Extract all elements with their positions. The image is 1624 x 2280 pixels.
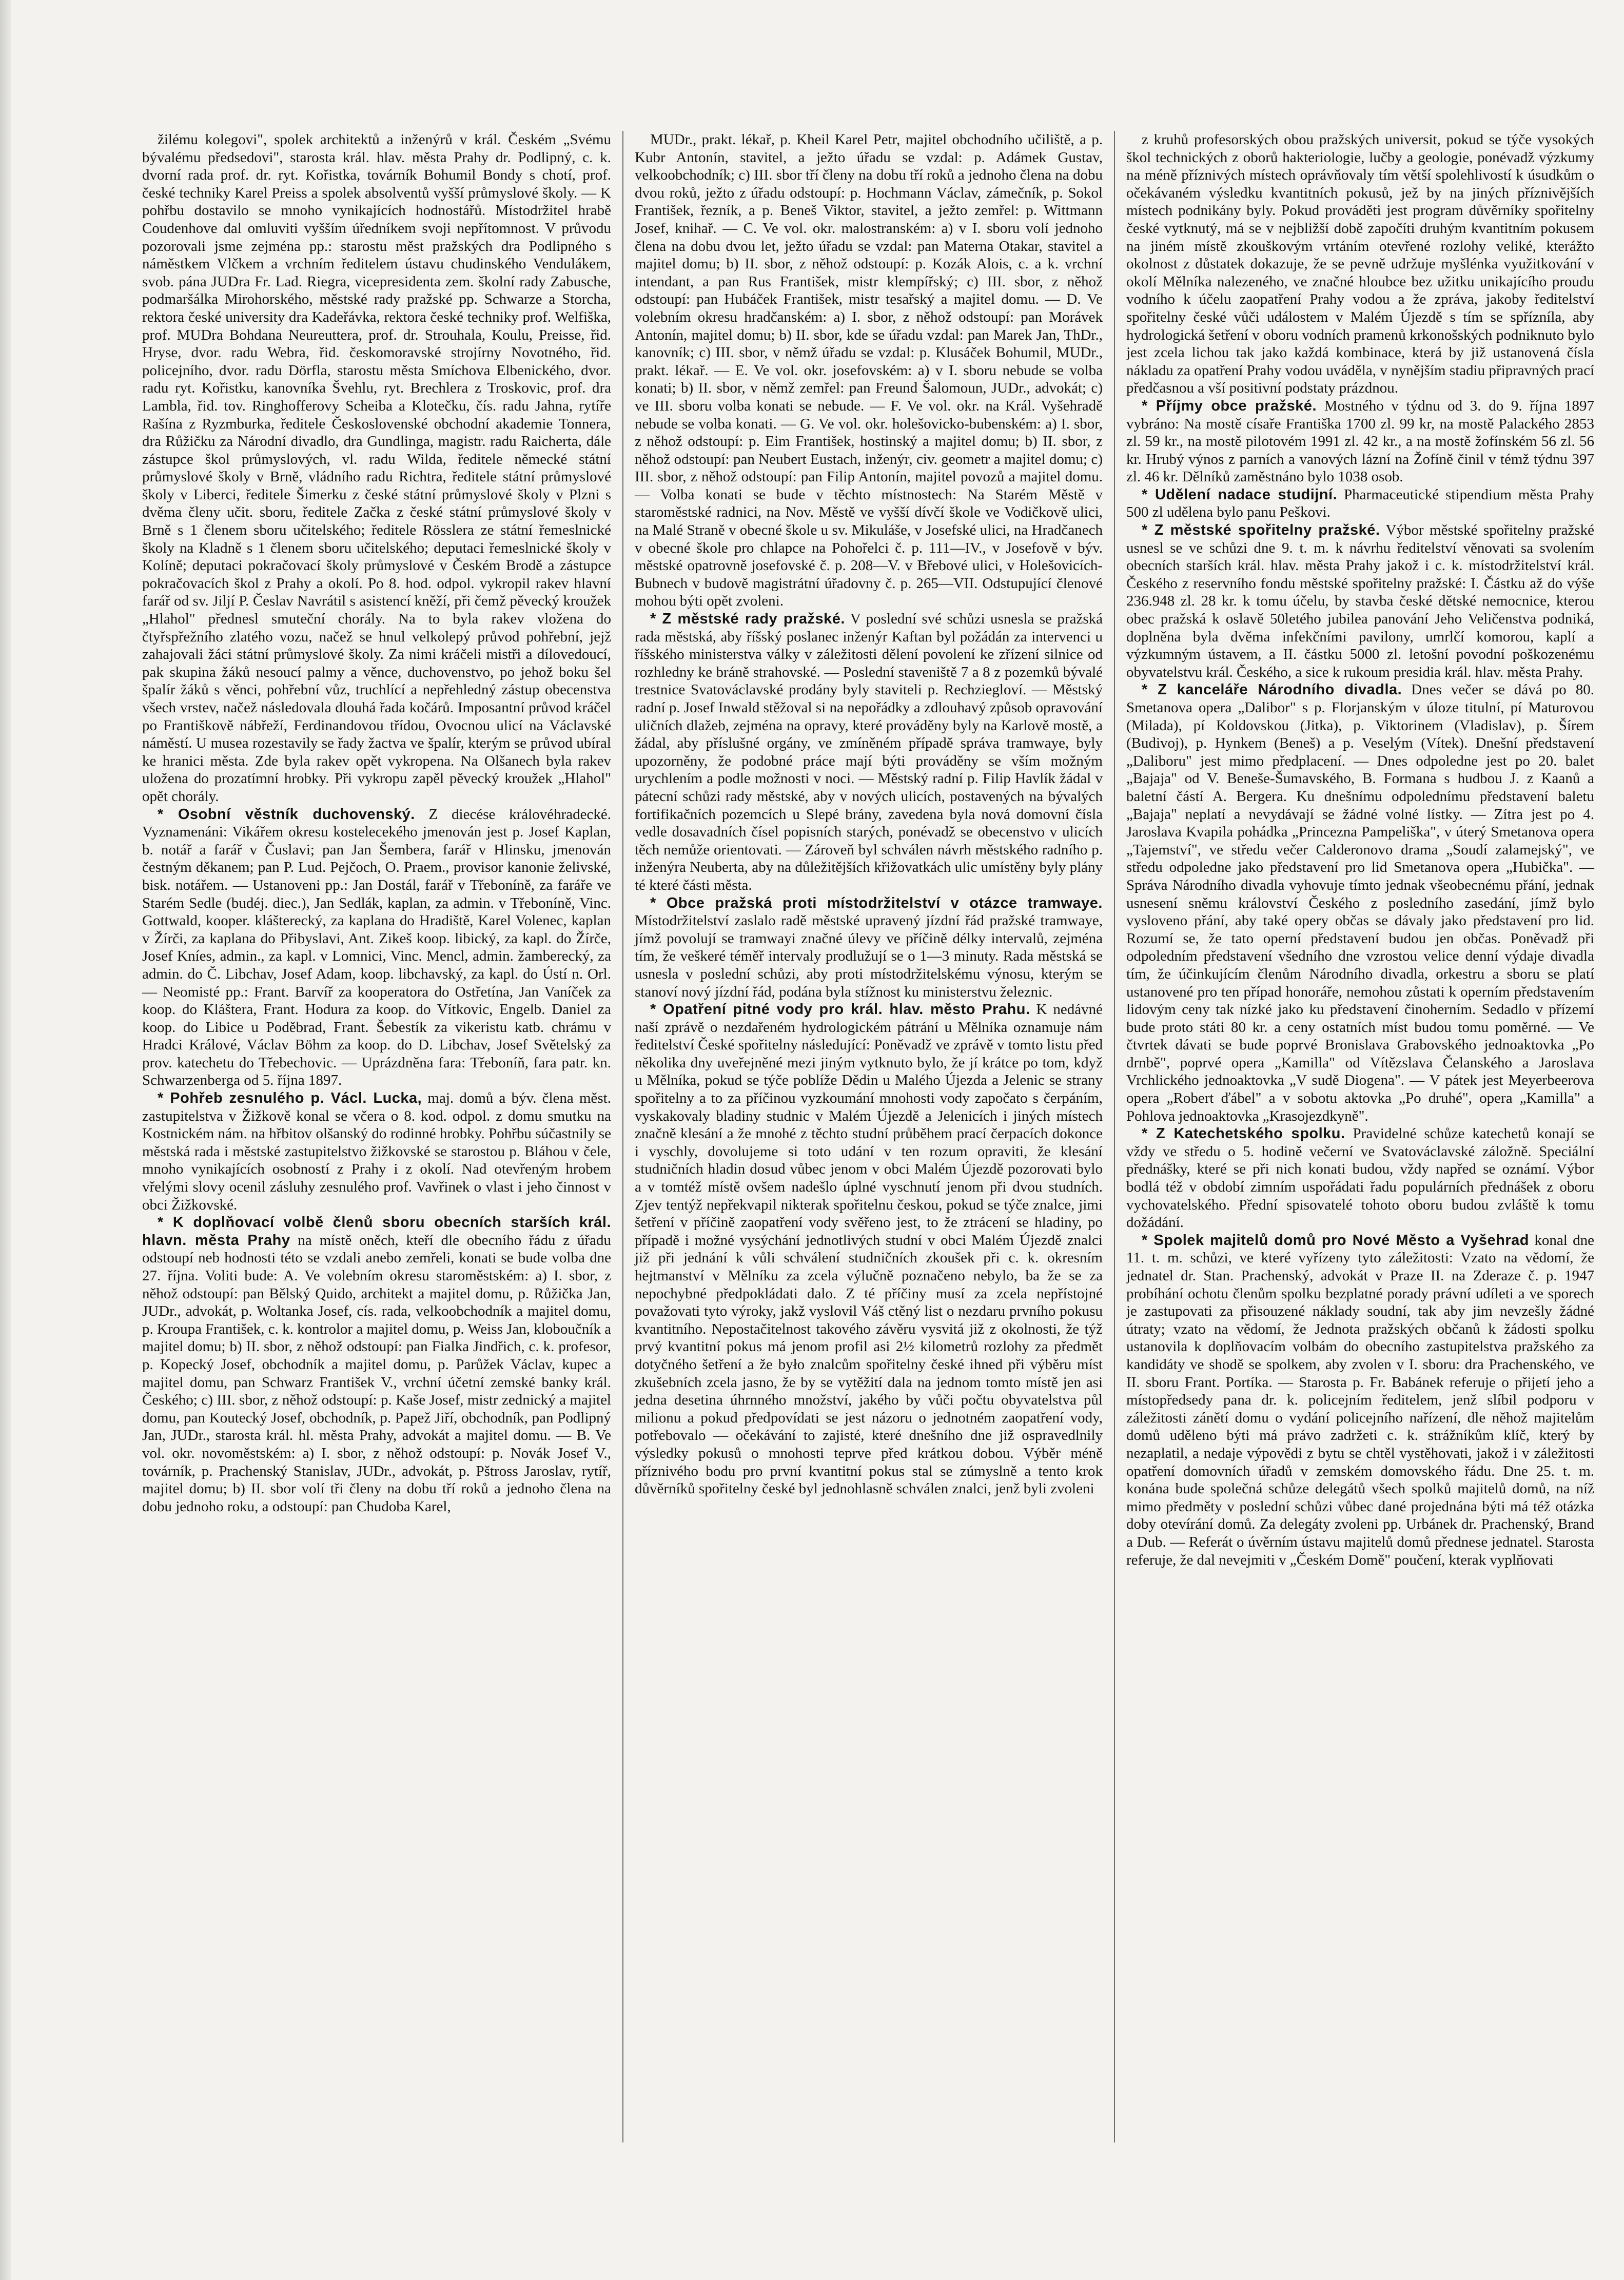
article-title: * Příjmy obce pražské. bbox=[1142, 397, 1317, 414]
article-title: * Udělení nadace studijní. bbox=[1142, 486, 1338, 503]
article-body: Výbor městské spořitelny pražské usnesl se ve schůzi dne 9. t. m. k návrhu ředitelství věnovati sa svolením obecních starších král. hlav. města Prahy jakož i c. k. místodržitelství král. Českého z reservního fondu městské spořitelny pražské: I. Částku až do výše 236.948 zl. 28 kr. k tomu účelu, by stavba české dětské nemocnice, kterou obec pražská k oslavě 50letého jubilea panování Jeho Veličenstva podniká, doplněna byla dvěma infekčními pavilony, umrlčí komorou, kaplí a výzkumným ústavem, a II. částku 5000 zl. letošní povodní poškozenému obyvatelstvu král. Českého, a sice k rukoum presidia král. hlav. města Prahy. bbox=[1126, 522, 1594, 680]
article-body: maj. domů a býv. člena měst. zastupitelstva v Žižkově konal se včera o 8. kod. odpol. z domu smutku na Kostnickém nám. na hřbitov olšanský do rodinné hrobky. Pohřbu súčastnily se městská rada i městské zastupitelstvo žižkovské se starostou p. Bláhou v čele, mnoho vynikajících osobností z Prahy i z okolí. Nad otevřeným hrobem vřelými slovy ocenil zásluhy zesnulého prof. Vavřinek o vlast i jeho činnost v obci Žižkovské. bbox=[142, 1090, 611, 1213]
article-osobni-vestnik bbox=[142, 806, 611, 1090]
column-3 bbox=[1114, 131, 1606, 2142]
article-title: * Spolek majitelů domů pro Nové Město a Vyšehrad bbox=[1142, 1232, 1530, 1249]
article-sporitelna bbox=[1126, 521, 1594, 681]
article-body: Místodržitelství zaslalo radě městské upravený jízdní řád pražské tramwaye, jímž povolují se tramwayi značné úlevy ve příčině délky intervalů, zejména tím, že veškeré téměř intervaly prodlužují se o 1—3 minuty. Rada městská se usnesla v poslední schůzi, aby proti místodržitelskému výnosu, kterým se stanoví nový jízdní řád, podána byla stížnost ku ministerstvu železnic. bbox=[635, 912, 1103, 1000]
article-doplnovaci-volba bbox=[142, 1214, 611, 1515]
article-body: Pharmaceutické stipendium města Prahy 500 zl udělena bylo panu Peškovi. bbox=[1126, 486, 1595, 521]
article-continuation: žilému kolegovi", spolek architektů a inženýrů v král. Českém „Svému bývalému předsedovi", starosta král. hlav. města Prahy dr. Podlipný, c. k. dvorní rada prof. dr. ryt. Kořistka, továrník Bohumil Bondy s chotí, prof. české techniky Karel Preiss a spolek absolventů vyšší průmyslové školy. — K pohřbu dostavilo se mnoho vynikajících hodnostářů. Místodržitel hrabě Coudenhove dal omluviti vyšším úředníkem svoji nepřítomnost. V průvodu pozorovali jsme zejména pp.: starostu měst pražských dra Podlipného s náměstkem Vlčkem a vrchním ředitelem ústavu chudinského Vendulákem, svob. pána JUDra Fr. Lad. Riegra, vicepresidenta zem. školní rady Zabusche, podmaršálka Mirohorského, městské rady pražské pp. Schwarze a Storcha, rektora české university dra Kadeřávka, rektora české techniky prof. Welfiška, prof. MUDra Bohdana Neureuttera, prof. dr. Strouhala, Koulu, Preisse, řid. Hryse, dvor. radu Webra, řid. českomoravské strojírny Novotného, řid. policejního, dvor. radu Dörfla, starostu města Smíchova Elbenického, dvor. radu ryt. Kořistku, kanovníka Švehlu, ryt. Brechlera z Troskovic, prof. dra Lambla, řid. tov. Ringhofferovy Scheiba a Klotečku, čís. radu Jahna, rytíře Rašína z Ryzmburka, ředitele Československé obchodní akademie Tonnera, dra Růžičku za Národní divadlo, dra Gundlinga, magistr. radu Raicherta, dále zástupce škol průmyslových, vl. radu Wilda, ředitele německé státní průmyslové školy v Brně, vládního radu Richtra, ředitele státní průmyslové školy v Liberci, ředitele Šimerku z české státní průmyslové školy v Plzni s dvěma členy učit. sboru, ředitele Začka z české státní průmyslové školy v Brně s 1 členem sboru učitelského; ředitele Rösslera ze státní řemeslnické školy na Kladně s 1 členem sboru učitelského; deputaci řemeslnické školy v Kolíně; deputaci pokračovací školy průmyslové v Českém Brodě a zástupce pokračovacích škol z Prahy a okolí. Po 8. hod. odpol. vykropil rakev hlavní farář od sv. Jiljí P. Česlav Navrátil s asistencí kněží, při čemž pěvecký kroužek „Hlahol" přednesl smuteční chorály. Na to byla rakev vložena do čtyřspřežního zlatého vozu, načež se hnul velkolepý průvod pohřební, jejž zahajovali žáci státní průmyslové školy. Za nimi kráčeli mistři a dílovedoucí, pak skupina žáků nesoucí palmy a věnce, duchovenstvo, po jehož boku šel špalír žáků s věnci, pohřební vůz, truchlící a nepřehledný zástup obecenstva všech vrstev, načež následovala dlouhá řada kočárů. Imposantní průvod kráčel po Františkově nábřeží, Ferdinandovou třídou, Ovocnou ulicí na Václavské náměstí. U musea rozestavily se řady žactva ve špalír, kterým se průvod ubíral ke hranici města. Zde byla rakev opět vykropena. Na Olšanech byla rakev uložena do prozatímní hrobky. Při vykropu zapěl pěvecký kroužek „Hlahol" opět chorály. bbox=[142, 131, 611, 805]
column-1 bbox=[131, 131, 622, 2142]
article-continuation: MUDr., prakt. lékař, p. Kheil Karel Petr, majitel obchodního učiliště, a p. Kubr Antonín, stavitel, a ježto úřadu se vzdal: p. Adámek Gustav, velkoobchodník; c) III. sbor tří členy na dobu tří roků a jednoho člena na dobu dvou roků, ježto z úřadu odstoupí: p. Hochmann Václav, zámečník, p. Sokol František, řezník, a p. Beneš Viktor, stavitel, a ježto zemřel: p. Wittmann Josef, knihař. — C. Ve vol. okr. malostranském: a) v I. sboru volí jednoho člena na dobu dvou let, ježto úřadu se vzdal: pan Materna Otakar, stavitel a majitel domu; b) II. sbor, z něhož odstoupí: p. Kozák Alois, c. a k. vrchní intendant, a pan Rus František, mistr klempířský; c) III. sbor, z něhož odstoupí: pan Hubáček František, mistr tesařský a majitel domu. — D. Ve volebním okresu hradčanském: a) I. sbor, z něhož odstoupí: pan Morávek Antonín, majitel domu; b) II. sbor, kde se úřadu vzdal: pan Marek Jan, ThDr., kanovník; c) III. sbor, v němž úřadu se vzdal: p. Klusáček Bohumil, MUDr., prakt. lékař. — E. Ve vol. okr. josefovském: a) v I. sboru nebude se volba konati; b) II. sbor, v němž zemřel: pan Freund Šalomoun, JUDr., advokát; c) ve III. sboru volba konati se nebude. — F. Ve vol. okr. na Král. Vyšehradě nebude se volba konati. — G. Ve vol. okr. holešovicko-bubenském: a) I. sbor, z něhož odstoupí: p. Eim František, hostinský a majitel domu; b) II. sbor, z něhož odstoupí: pan Neubert Eustach, inženýr, civ. geometr a majitel domu; c) III. sbor, z něhož odstoupí: pan Filip Antonín, majitel povozů a majitel domu. — Volba konati se bude v těchto místnostech: Na Starém Městě v staroměstské radnici, na Nov. Městě ve vyšší dívčí škole ve Vodičkově ulici, na Malé Straně v obecné škole u sv. Mikuláše, v Josefské ulici, na Hradčanech v obecné škole pro chlapce na Pohořelci č. p. 111—IV., v Josefově v býv. městské opatrovně josefovské č. p. 208—V. v Břebové ulici, v Holešovicích-Bubnech v budově magistrátní úřadovny č. p. 265—VII. Odstupující členové mohou býti opět zvoleni. bbox=[635, 131, 1103, 610]
column-2 bbox=[622, 131, 1114, 2142]
article-tramway bbox=[635, 894, 1103, 1001]
article-title: * Z městské rady pražské. bbox=[650, 611, 845, 628]
article-body: Mostného v týdnu od 3. do 9. října 1897 vybráno: Na mostě císaře Františka 1700 zl. 99 kr, na mostě Palackého 2853 zl. 59 kr., na mostě pilotovém 1991 zl. 42 kr., a na mostě žofínském 56 zl. 56 kr. Hrubý výnos z parních a vanových lázní na Žofíně činil v témž týdnu 397 zl. 46 kr. Dělníků zaměstnáno bylo 1038 osob. bbox=[1126, 397, 1595, 485]
article-title: * Obce pražská proti místodržitelství v otázce tramwaye. bbox=[650, 894, 1103, 911]
article-spolek-majitelu bbox=[1126, 1232, 1594, 1569]
article-title: * Osobní věstník duchovenský. bbox=[158, 806, 415, 823]
article-title: * Z městské spořitelny pražské. bbox=[1142, 522, 1380, 539]
article-title: * Z kanceláře Národního divadla. bbox=[1142, 681, 1402, 698]
newspaper-columns bbox=[131, 131, 1606, 2142]
article-nadace bbox=[1126, 486, 1594, 521]
article-body: K nedávné naší zprávě o nezdařeném hydrologickém pátrání u Mělníka oznamuje nám ředitelství České spořitelny následující: Poněvadž ve zprávě v tomto listu před několika dny uveřejněné mezi jiným vytknuto bylo, že jí krátce po tom, když u Mělníka, pokud se týče poblíže Dědin u Malého Újezda a Jelenic se strany spořitelny a to za příčinou vyzkoumání mnohosti vody započato s čerpáním, vyskakovaly bladiny studnic v Malém Újezdě a Jelenicích i jiných místech značně klesání a že mnohé z těchto studní průběhem prací čerpacích dokonce i vyschly, dovolujeme si toto udání v ten rozum opraviti, že klesání studničních hladin dosud vůbec jenom v obci Malém Újezdě pozorovati bylo a v tomtéž místě ovšem nadešlo úplné vyschnutí jenom při dvou studních. Zjev tentýž nepřekvapil nikterak spořitelnu českou, pokud se týče znalce, jimi šetření v příčině zaopatření vody svěřeno jest, to že ztrácení se hladiny, po případě i možné vysýchání jednotlivých studní v obci Malém Újezdě znalci již při jednání k vůli schválení studničních zkoušek při c. k. okresním hejtmanství v Mělníku za zcela výlučně poznačeno nebylo, ba že se za nepochybné předpokládati dalo. Z té příčiny musí za zcela nepřístojné považovati tyto výroky, jakž vyslovil Váš ctěný list o nezdaru prvního pokusu kvantitního. Nepostačitelnost takového závěru vysvitá již z okolnosti, že týž prvý kvantitní pokus má jenom profil asi 2½ kilometrů rozlohy za předmět dotyčného šetření a že było znalcům spořitelny české ihned při výběru míst zkušebních zcela jasno, že by se vytěžití dala na jednom tomto místě jen asi jedna desetina úhrnného množství, jakého by vůči počtu obyvatelstva půl milionu a pokud předpovídati se jest názoru o jednotném zaopatření vody, potřebovalo — očekávání to zajisté, které dnešního dne již ospravedlnily výsledky pokusů o mnohosti teprve před krátkou dobou. Výběr méně příznivého bodu pro první kvantitní pokus stal se zúmyslně a tento krok důvěrníků spořitelny české byl jednohlasně schválen znalci, jenž byli zvoleni bbox=[635, 1001, 1103, 1497]
article-title: * Z Katechetského spolku. bbox=[1142, 1125, 1345, 1142]
article-pitna-voda bbox=[635, 1001, 1103, 1498]
article-title: * Pohřeb zesnulého p. Václ. Lucka, bbox=[158, 1090, 422, 1107]
scan-page-edge bbox=[0, 0, 11, 2280]
article-mestska-rada bbox=[635, 610, 1103, 894]
article-body: konal dne 11. t. m. schůzi, ve které vyřízeny tyto záležitosti: Vzato na vědomí, že jednatel dr. Stan. Prachenský, advokát v Praze II. na Zderaze č. p. 1947 probíhání ochotu členům spolku bezplatné porady právní udíleti a ve sporech je zastupovati za přisouzené náklady soudní, tak aby jim nevzešly žádné útraty; vzato na vědomí, že Jednota pražských občanů k žádosti spolku ustanovila k doplňovacím volbám do obecního zastupitelstva pražského za kandidáty ve shodě se spolkem, aby zvolen v I. sboru: dra Prachenského, ve II. sboru Frant. Portíka. — Starosta p. Fr. Babánek referuje o přijetí jeho a místopředsedy pana dr. k. policejním ředitelem, jenž slíbil podporu v záležitosti zánětí domu o vydání policejního nařízení, dle něhož majitelům domů uděleno býti má právo zadržeti c. k. strážníkům klíč, který by nezaplatil, a nedaje výpovědi z bytu se chtěl vystěhovati, jakož i v záležitosti opatření domovních úřadů v zemském domovského řádu. Dne 25. t. m. konána bude společná schůze delegátů všech spolků majitelů domů, na níž mimo předměty v poslední schůzi vůbec dané projednána býti má též otázka doby otevírání domů. Za delegáty zvoleni pp. Urbánek dr. Prachenský, Brand a Dub. — Referát o úvěrním ústavu majitelů domů přednese jednatel. Starosta referuje, že dal nevejmiti v „Českém Domě" poučení, kterak vyplňovati bbox=[1126, 1232, 1595, 1568]
article-body: Dnes večer se dává po 80. Smetanova opera „Dalibor" s p. Florjanským v úloze titulní, pí Maturovou (Milada), pí Koldovskou (Jitka), p. Viktorinem (Vladislav), p. Šírem (Budivoj), p. Hynkem (Beneš) a p. Veselým (Vítek). Dnešní představení „Daliboru" jest mimo předplacení. — Dnes odpoledne jest po 20. balet „Bajaja" od V. Beneše-Šumavského, B. Formana s hudbou J. z Kaanů a baletní částí A. Bergera. Ku dnešnímu odpolednímu představení baletu „Bajaja" neplatí a nevydávají se žádné volné lístky. — Zítra jest po 4. Jaroslava Kvapila pohádka „Princezna Pampeliška", v úterý Smetanova opera „Tajemství", ve středu večer Calderonovo drama „Soudí zalamejský", ve středu odpoledne jako představení pro lid Smetanova opera „Hubička". — Správa Národního divadla vyhovuje tímto jednak všeobecnému přání, jednak usnesení sněmu království Českého z posledního zasedání, jímž bylo vysloveno přání, aby také opery občas se dávaly jako představení pro lid. Rozumí se, že tato operní představení budou jen občas. Poněvadž při odpoledním představení všedního dne vzrostou velice denní výdaje divadla tím, že účinkujícím členům Národního divadla, orkestru a sboru se platí ustanovené pro ten případ honoráře, nemohou zůstati k operním představením lidovým ceny tak nízké jako ku představení činoherním. Sedadlo v přízemí bude proto státi 80 kr. a ceny ostatních míst budou tomu poměrné. — Ve čtvrtek dávati se bude poprvé Bronislava Grabovského jednoaktovka „Po drnbě", poprvé opera „Kamilla" od Vítězslava Čelanského a Jaroslava Vrchlického jednoaktovka „V sudě Diogena". — V pátek jest Meyerbeerova opera „Robert ďábel" a v sobotu aktovka „Po druhé", opera „Kamilla" a Pohlova jednoaktovka „Krasojezdkyně". bbox=[1126, 681, 1594, 1124]
article-continuation: z kruhů profesorských obou pražských universit, pokud se týče vysokých škol technických z oborů hakteriologie, lučby a geologie, ponévadž výzkumy na méně příznivých místech oprávňovaly tím větší spolehlivostí k úsudkům o očekávaném výsledku kvantitních pokusů, jež by na jiných příznivějších místech podnikány byly. Pokud prováděti jest program důvěrníky spořitelny české vytknutý, má se v nejbližší době započíti druhým kvantitním pokusem na jiném místě zkouškovým vrtáním otevřené rozlohy veliké, kterážto okolnost z důstatek dokazuje, že se pevně udržuje myšlénka využitkování v okolí Mělníka nalezeného, ve značné hloubce bez užitku unikajícího proudu vodního k účelu zaopatření Prahy vodou a že zpráva, jakoby ředitelství spořitelny české vůči událostem v Malém Újezdě s tím se spřízníla, aby hydrologická šetření v oboru vodních pramenů krkonošských podniknuto bylo jest zcela lichou tak jako každá kombinace, která by již ustanovená čísla nákladu za opatření Prahy vodou uváděla, v nynějším stadiu připravných prací předčasnou a vší positivní podstaty prázdnou. bbox=[1126, 131, 1594, 397]
article-title: * Opatření pitné vody pro král. hlav. město Prahu. bbox=[650, 1001, 1030, 1018]
article-pohreb-lucka bbox=[142, 1089, 611, 1214]
article-narodni-divadlo bbox=[1126, 681, 1594, 1125]
article-body: na místě oněch, kteří dle obecního řádu z úřadu odstoupí neb hodnosti této se vzdali anebo zemřeli, konati se bude volba dne 27. října. Voliti bude: A. Ve volebním okresu staroměstském: a) I. sbor, z něhož odstoupí: pan Bělský Quido, architekt a majitel domu, p. Růžička Jan, JUDr., advokát, p. Woltanka Josef, cís. rada, velkoobchodník a majitel domu, p. Kroupa František, c. k. kontrolor a majitel domu, p. Weiss Jan, kloboučník a majitel domu; b) II. sbor, z něhož odstoupí: pan Fialka Jindřich, c. k. profesor, p. Kopecký Josef, obchodník a majitel domu, p. Parůžek Václav, kupec a majitel domu, pan Schwarz František V., vrchní účetní zemské banky král. Českého; c) III. sbor, z něhož odstoupí: p. Kaše Josef, mistr zednický a majitel domu, pan Koutecký Josef, obchodník, p. Papež Jiří, obchodník, pan Podlipný Jan, JUDr., starosta král. hl. města Prahy, advokát a majitel domu. — B. Ve vol. okr. novoměstském: a) I. sbor, z něhož odstoupí: p. Novák Josef V., továrník, p. Prachenský Stanislav, JUDr., advokát, p. Pštross Jaroslav, rytíř, majitel domu; b) II. sbor volí tři členy na dobu tří roků a jednoho člena na dobu jednoho roku, a odstoupí: pan Chudoba Karel, bbox=[142, 1232, 612, 1515]
article-title: * K doplňovací volbě členů sboru obecních starších král. hlavn. města Prahy bbox=[142, 1214, 611, 1249]
article-body: Z diecése královéhradecké. Vyznamenáni: Vikářem okresu kostelecekého jmenován jest p. Josef Kaplan, b. notář a farář v Čuslavi; pan Jan Šembera, farář v Hlinsku, jmenován čestným děkanem; pan P. Lud. Pejčoch, O. Praem., provisor kanonie želivské, bisk. notářem. — Ustanoveni pp.: Jan Dostál, farář v Třeboníně, za faráře ve Starém Sedle (budéj. diec.), Jan Sedlák, kaplan, za admin. v Třeboníně, Vinc. Gottwald, kooper. klášterecký, za kaplana do Hradiště, Karel Volenec, kaplan v Žírči, za kaplana do Přibyslavi, Ant. Zikeš koop. libický, za kapl. do Žírče, Josef Kníes, admin., za kapl. v Lomnici, Vinc. Mencl, admin. žamberecký, za admin. do Č. Libchav, Josef Adam, koop. libchavský, za kapl. do Ústí n. Orl. — Neomisté pp.: Frant. Barvíř za kooperatora do Ostřetína, Jan Vaníček za koop. do Kláštera, Frant. Hodura za koop. do Vítkovic, Engelb. Daniel za koop. do Libice u Poděbrad, Frant. Šebestík za vikeristu katb. chrámu v Hradci Králové, Václav Böhm za koop. do D. Libchav, Josef Světelský za prov. katechetu do Třebechovic. — Uprázdněna fara: Třeboníň, fara patr. kn. Schwarzenberga od 5. října 1897. bbox=[142, 806, 611, 1089]
article-body: V poslední své schůzi usnesla se pražská rada městská, aby říšský poslanec inženýr Kaftan byl požádán za intervenci u říšského ministerstva války v záležitosti dělení povolení ke zřízení silnice od rozhledny ke bráně strahovské. — Poslední staveniště 7 a 8 z pozemků bývalé trestnice Svatováclavské prodány byly staviteli p. Rechziegloví. — Městský radní p. Josef Inwald stěžoval si na nepořádky a zdlouhavý způsob opravování uličních dlažeb, zejména na opravy, které prováděny byly na Karlově mostě, a žádal, aby příslušné orgány, ve zmíněném případě správa tramwaye, byly upozorněny, že podobné práce mají býti prováděny se vším možným urychlením a podle možnosti v noci. — Městský radní p. Filip Havlík žádal v pátecní schůzi rady městské, aby v nových ulicích, postavených na bývalých fortifikačních pozemcích u Slepé brány, zavedena byla nová domovní čísla vedle dosavadních čísel popisních starých, ponévadž se obecenstvo v ulicích těch nemůže orientovati. — Zároveň byl schválen návrh městského radního p. inženýra Neuberta, aby na důležitějších křižovatkách ulic umístěny byly plány té které části města. bbox=[635, 611, 1103, 893]
article-prijmy-obce bbox=[1126, 397, 1594, 486]
article-katechetsky-spolek bbox=[1126, 1125, 1594, 1232]
article-body: Pravidelné schůze katechetů konají se vždy ve středu o 5. hodině večerní ve Svatováclavské záložně. Speciální přednášky, které se při nich konati budou, vždy napřed se oznámí. Výbor bodlá též v období zimním uspořádati řadu populárních přednášek z oboru vychovatelského. Přední spisovatelé tohoto oboru budou zvláště k tomu dožádání. bbox=[1126, 1125, 1594, 1231]
